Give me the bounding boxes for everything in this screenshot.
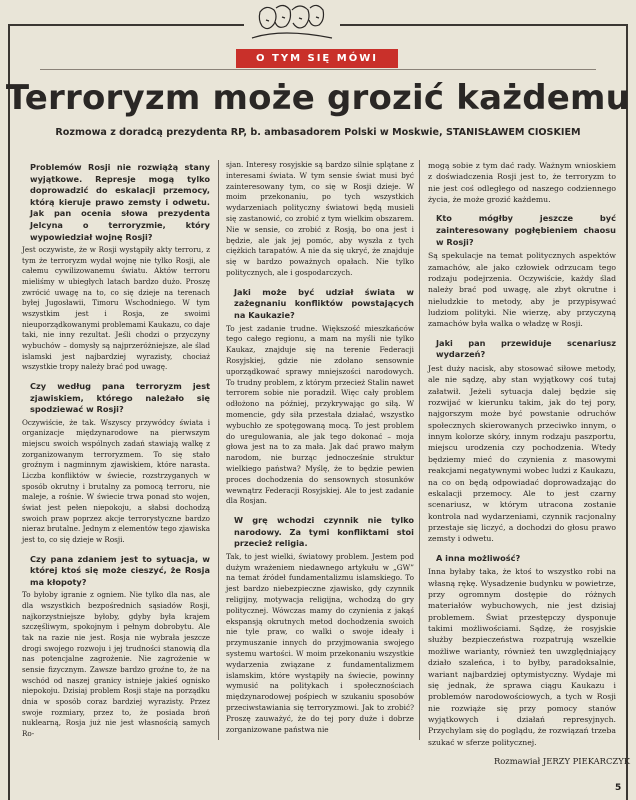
interview-answer: Jest oczywiste, że w Rosji wystąpiły akty terroru, z tym że terroryzm wydał wojnę nie tylko Rosji, ale całemu cywilizowanemu światu. Aktów terroru mieliśmy w ubiegłych latach bardzo dużo. Proszę zwrócić uwagę na to, co się dzieje na terenach byłej Jugosławii, Timoru Wschodniego. W tym wszystkim jest i Rosja, ze swoimi nieuporządkowanymi problemami Kaukazu, co daje taki, nie inny rezultat. Jeśli chodzi o przyczyny wybuchów – domysły są najprzeróżniejsze, ale ślad islamski jest najbardziej wyrazisty, chociaż wszystkie tropy należy brać pod uwagę.	[22, 245, 210, 372]
column-rule-1	[218, 160, 219, 740]
interview-answer: Inna byłaby taka, że ktoś to wszystko robi na własną rękę. Wysadzenie budynku w powietrze, przy ogromnym dostępie do różnych materiałów wybuchowych, nie jest dzisiaj problemem. Świat przestępczy dysponuje takimi możliwościami. Sądzę, że rosyjskie służby bezpieczeństwa rozpatrują wszelkie możliwe warianty, również ten uwzględniający działo szaleńca, i to byłby, paradoksalnie, wariant najbardziej optymistyczny. Wydaje mi się jednak, że sprawa ciągu Kaukazu i problemów narodowościowych, a tych w Rosji nie rozwiąże się przy pomocy stanów wyjątkowych i działań represyjnych. Przychylam się do poglądu, że rozwiązań trzeba szukać w sferze politycznej.	[428, 567, 616, 747]
interview-answer: Jest duży nacisk, aby stosować siłowe metody, ale nie sądzę, aby stan wyjątkowy coś tutaj załatwił. Jeżeli sytuacja dalej będzie się rozwijać w kierunku takim, jak do tej pory, najgorszym może być powstanie odruchów społecznych skierowanych przeciwko innym, o innym kolorze skóry, innym rodzaju paszportu, miejscu urodzenia czy pochodzenia. Wtedy będziemy mieć do czynienia z masowymi reakcjami negatywnymi wobec ludzi z Kaukazu, na co on będą odpowiadać doprowadzając do eskalacji przemocy. Ale to jest czarny scenariusz, w którym utracona zostanie kontrola nad wydarzeniami, czynnik racjonalny przestaje się liczyć, a dochodzi do głosu prawo zemsty i odwetu.	[428, 363, 616, 544]
article-column-2	[226, 160, 414, 735]
author-signature: Rozmawiał JERZY PIEKARCZYK	[493, 756, 630, 766]
interview-question: Problemów Rosji nie rozwiążą stany wyjątkowe. Represje mogą tylko doprowadzić do eskalacji przemocy, którą kieruje prawo zemsty i odwetu. Jak pan ocenia słowa prezydenta Jelcyna o terroryzmie, który wypowiedział wojnę Rosji?	[30, 162, 210, 242]
article-column-1	[22, 160, 210, 740]
column-rule-2	[419, 160, 420, 740]
interview-answer: Są spekulacje na temat politycznych aspektów zamachów, ale jako człowiek odrzucam tego rodzaju podejrzenia. Oczywiście, każdy ślad należy brać pod uwagę, ale zbyt okrutne i nieludzkie to metody, aby je przypisywać ludziom polityki. Nie wierzę, aby przyczyną zamachów była walka o władzę w Rosji.	[428, 251, 616, 329]
top-rule-right	[340, 24, 628, 26]
caricature-faces-icon	[242, 0, 342, 44]
interview-question: A inna możliwość?	[436, 552, 521, 563]
article-title: Terroryzm może grozić każdemu	[5, 78, 631, 118]
interview-answer: To jest zadanie trudne. Większość mieszkańców tego całego regionu, a mam na myśli nie tylko Kaukaz, znajduje się na terenie Federacji Rosyjskiej, gdzie nie zdołano sensownie uporządkować sprawy mniejszości narodowych. To trudny problem, z którym przecież Stalin nawet terrorem sobie nie poradził. Więc cały problem odłożono na później, przykrywając go siłą. W momencie, gdy siła przestała działać, wszystko wybuchło ze spotęgowaną mocą. To jest problem do uregulowania, ale jak tego dokonać – moja głowa jest na to za mała. Jak dać prawo małym narodom, nie burząc jednocześnie struktur wielkiego państwa? Myślę, że to będzie pewien proces dochodzenia do sensownych stosunków wewnątrz Federacji Rosyjskiej. Ale to jest zadanie dla Rosjan.	[226, 323, 414, 506]
interview-answer: Oczywiście, że tak. Wszyscy przywódcy świata i organizacje międzynarodowe na pierwszym miejscu swoich wspólnych zadań stawiają walkę z zorganizowanym terroryzmem. To się stało groźnym i nagminnym zjawiskiem, które narasta. Liczba konfliktów w świecie, rozstrzyganych w sposób okrutny i brutalny za pomocą terroru, nie maleje, a rośnie. W świecie trwa ponad sto wojen, świat jest pełen niepokoju, a słabsi dochodzą swoich praw poprzez akcje terrorystyczne bardzo nieraz brutalne. Jednym z elementów tego zjawiska jest to, co się dzieje w Rosji.	[22, 417, 210, 545]
frame-left	[8, 24, 10, 800]
interview-question: Czy pana zdaniem jest to sytuacja, w której ktoś się może cieszyć, że Rosja ma kłopoty?	[30, 553, 210, 587]
interview-question: Jaki pan przewiduje scenariusz wydarzeń?	[436, 337, 616, 360]
interview-question: Jaki może być udział świata w zażegnaniu konfliktów powstających na Kaukazie?	[234, 286, 414, 320]
article-subtitle: Rozmowa z doradcą prezydenta RP, b. ambasadorem Polski w Moskwie, STANISŁAWEM CIOSKIEM	[55, 127, 581, 138]
interview-answer: To byłoby igranie z ogniem. Nie tylko dla nas, ale dla wszystkich bezpośrednich sąsiadów Rosji, najkorzystniejsze byłoby, gdyby była krajem szczęśliwym, spokojnym i pełnym dobrobytu. Ale tak na razie nie jest. Rosja nie wybrała jeszcze drogi swojego rozwoju i jej trudności stanowią dla nas potencjalne zagrożenie. Nie zagrożenie w sensie fizycznym. Zawsze bardzo groźne to, że na wschód od naszej granicy istnieje jakieś ognisko niepokoju. Dzisiaj problem Rosji staje na porządku dnia w sposób coraz bardziej wyrazisty. Przez swoje rozmiary, przez to, że posiada broń nuklearną, Rosja już nie jest własnością samych Ro-	[22, 590, 210, 738]
interview-question: Kto mógłby jeszcze być zainteresowany pogłębieniem chaosu w Rosji?	[436, 213, 616, 247]
interview-question: Czy według pana terroryzm jest zjawiskiem, którego należało się spodziewać w Rosji?	[30, 381, 210, 415]
interview-answer: sjan. Interesy rosyjskie są bardzo silnie splątane z interesami świata. W tym sensie świat musi być zainteresowany tym, co się w Rosji dzieje. W moim przekonaniu, po tych wszystkich wydarzeniach polityczny światowi będą musieli się zastanowić, co zrobić z tym wielkim obszarem. Nie w sensie, co zrobić z Rosją, bo ona jest i będzie, ale jak jej pomóc, aby wyszła z tych ciężkich tarapatów. A nie da się ukryć, że znajduje się w bardzo poważnych opałach. Nie tylko politycznych, ale i gospodarczych.	[226, 160, 414, 277]
article-column-3	[428, 160, 616, 748]
badge-underline	[40, 69, 596, 70]
top-rule-left	[8, 24, 244, 26]
frame-right	[626, 24, 628, 800]
interview-answer: Tak, to jest wielki, światowy problem. Jestem pod dużym wrażeniem niedawnego artykułu w „GW” na temat źródeł fundamentalizmu islamskiego. To jest bardzo niebezpieczne zjawisko, gdy czynnik religijny, motywacja religijna, wchodzą do gry politycznej. Wówczas mamy do czynienia z jakąś ekspansją okrutnych metod dochodzenia swoich nie tyle praw, co walki o swoje ideały i przymuszanie innych do przyjmowania swojego systemu wartości. W moim przekonaniu wszystkie wydarzenia związane z fundamentalizmem islamskim, które wystąpiły na świecie, powinny wymusić na politykach i społecznościach międzynarodowej pośpiech w szukaniu sposobów przeciwstawiania się terroryzmowi. Jak to zrobić? Proszę zauważyć, że do tej pory duże i dobrze zorganizowane państwa nie	[226, 551, 414, 734]
interview-answer: mogą sobie z tym dać rady. Ważnym wnioskiem z doświadczenia Rosji jest to, że terroryzm to nie jest coś odległego od naszego codziennego życia, że może grozić każdemu.	[428, 161, 616, 205]
section-badge: O TYM SIĘ MÓWI	[236, 49, 398, 68]
page-number: 5	[615, 783, 622, 793]
interview-question: W grę wchodzi czynnik nie tylko narodowy. Za tymi konfliktami stoi przecież religia.	[234, 515, 414, 549]
